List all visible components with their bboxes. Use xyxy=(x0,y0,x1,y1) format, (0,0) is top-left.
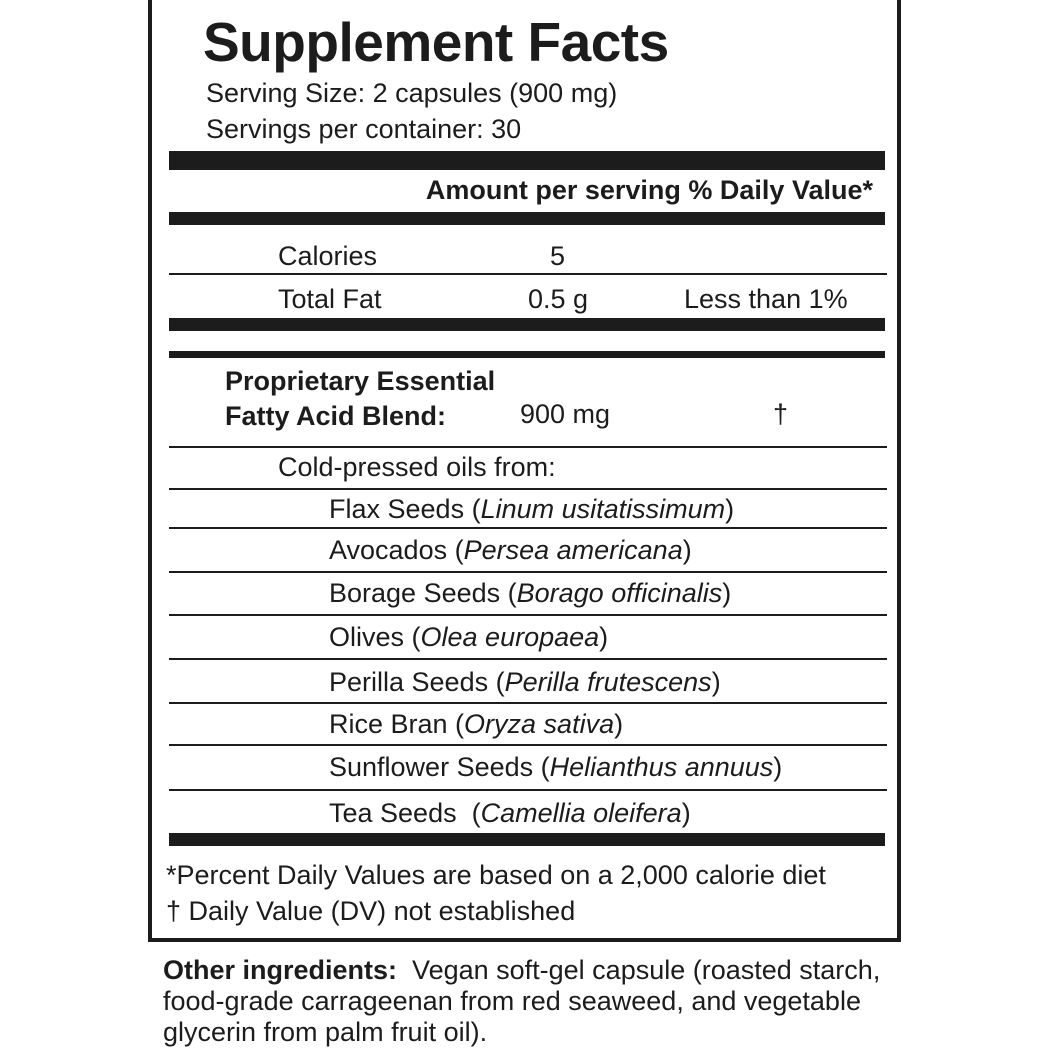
row-divider xyxy=(169,571,887,573)
divider xyxy=(169,212,885,225)
oil-item: Sunflower Seeds (Helianthus annuus) xyxy=(329,752,783,782)
other-ingredients-label: Other ingredients: xyxy=(163,955,398,985)
oils-header: Cold-pressed oils from: xyxy=(278,452,556,482)
thick-divider xyxy=(169,833,885,846)
blend-dv: † xyxy=(773,399,789,429)
row-divider xyxy=(169,658,887,660)
amount-header: Amount per serving % Daily Value* xyxy=(425,175,873,205)
thick-divider xyxy=(169,318,885,331)
nutrient-name: Total Fat xyxy=(278,284,382,314)
nutrient-amount: 0.5 g xyxy=(528,284,589,314)
oil-item: Avocados (Persea americana) xyxy=(329,535,692,565)
oil-item: Flax Seeds (Linum usitatissimum) xyxy=(329,494,735,524)
blend-name-line2: Fatty Acid Blend: xyxy=(225,401,447,431)
row-divider xyxy=(169,702,887,704)
row-divider xyxy=(169,789,887,791)
serving-size: Serving Size: 2 capsules (900 mg) xyxy=(206,78,618,108)
other-ingredients xyxy=(163,955,903,1048)
nutrient-amount: 5 xyxy=(550,241,566,271)
thick-divider xyxy=(169,151,885,170)
oil-item: Rice Bran (Oryza sativa) xyxy=(329,709,624,739)
panel-title: Supplement Facts xyxy=(203,11,669,73)
oil-item: Borage Seeds (Borago officinalis) xyxy=(329,578,732,608)
row-divider xyxy=(169,446,887,448)
supplement-facts-panel xyxy=(148,0,901,942)
other-ingredients-text: Vegan soft-gel capsule (roasted starch, food-grade carrageenan from red seaweed, and vegetable glycerin from palm fruit oil). xyxy=(163,955,881,1047)
row-divider xyxy=(169,527,887,529)
row-divider xyxy=(169,273,887,275)
blend-name-line1: Proprietary Essential xyxy=(225,366,496,396)
row-divider xyxy=(169,744,887,746)
row-divider xyxy=(169,614,887,616)
footnote-dagger: † Daily Value (DV) not established xyxy=(166,896,576,926)
nutrient-dv: Less than 1% xyxy=(684,284,848,314)
oil-item: Olives (Olea europaea) xyxy=(329,622,609,652)
row-divider xyxy=(169,488,887,490)
divider xyxy=(169,351,885,358)
blend-amount: 900 mg xyxy=(520,399,611,429)
oil-item: Tea Seeds (Camellia oleifera) xyxy=(329,798,691,828)
nutrient-name: Calories xyxy=(278,241,378,271)
footnote-daily-values: *Percent Daily Values are based on a 2,000 calorie diet xyxy=(166,860,826,890)
servings-per-container: Servings per container: 30 xyxy=(206,114,522,144)
oil-item: Perilla Seeds (Perilla frutescens) xyxy=(329,667,721,697)
